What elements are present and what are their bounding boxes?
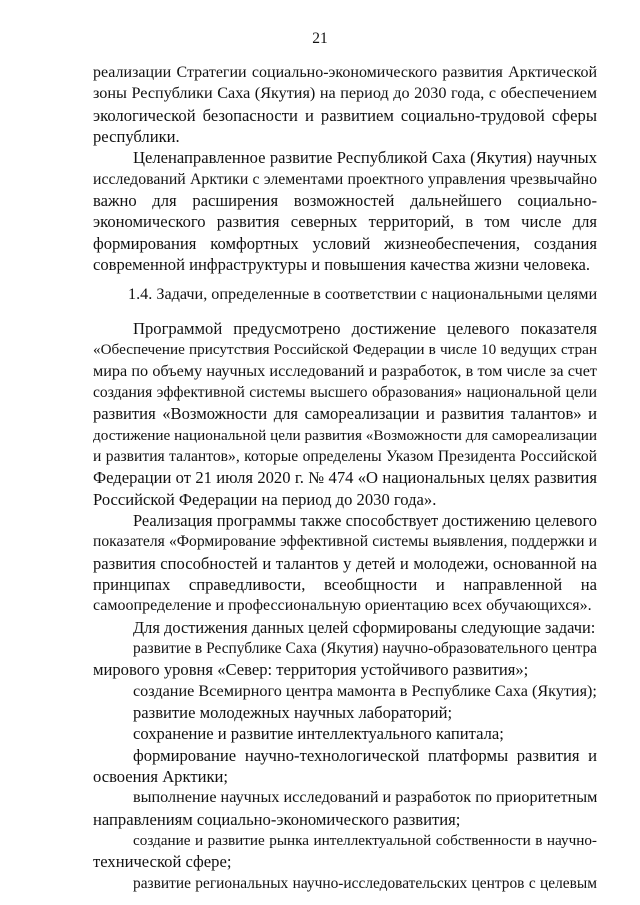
text-line: мирового уровня «Север: территория устойчивого развития»;	[93, 660, 529, 679]
section-heading: 1.4. Задачи, определенные в соответствии с национальными целями	[128, 285, 598, 303]
list-item: развитие региональных научно-исследовательских центров с целевым	[133, 875, 597, 892]
text-line: самоопределение и профессиональную ориентацию всех обучающихся».	[93, 597, 592, 614]
text-line: развития «Возможности для самореализации и развития талантов» и	[93, 404, 597, 423]
list-item: сохранение и развитие интеллектуального капитала;	[133, 724, 504, 743]
text-line: Для достижения данных целей сформированы следующие задачи:	[133, 618, 596, 637]
text-line: принципах справедливости, всеобщности и направленной на	[93, 575, 597, 594]
list-item: создание Всемирного центра мамонта в Республике Саха (Якутия);	[133, 682, 597, 700]
text-line: достижение национальной цели развития «Возможности для самореализации	[93, 427, 597, 444]
text-line: мира по объему научных исследований и разработок, в том числе за счет	[93, 362, 597, 380]
page-number: 21	[312, 30, 328, 47]
text-line: создания эффективной системы высшего образования» национальной цели	[93, 384, 597, 401]
text-line: исследований Арктики с элементами проектного управления чрезвычайно	[93, 171, 597, 188]
text-line: Федерации от 21 июля 2020 г. № 474 «О национальных целях развития	[93, 468, 597, 487]
text-line: освоения Арктики;	[93, 767, 229, 786]
text-line: направлениям социально-экономического развития;	[93, 810, 461, 829]
text-line: Реализация программы также способствует достижению целевого	[133, 511, 597, 530]
list-item: выполнение научных исследований и разработок по приоритетным	[133, 788, 598, 806]
text-line: технической сфере;	[93, 852, 232, 871]
text-line: экономического развития северных территорий, в том числе для	[93, 212, 597, 231]
text-line: «Обеспечение присутствия Российской Федерации в числе 10 ведущих стран	[93, 341, 597, 358]
text-line: республики.	[93, 127, 180, 146]
list-item: формирование научно-технологической платформы развития и	[133, 746, 597, 765]
list-item: развитие в Республике Саха (Якутия) научно-образовательного центра	[133, 640, 597, 657]
text-line: Целенаправленное развитие Республикой Саха (Якутия) научных	[133, 148, 597, 167]
list-item: развитие молодежных научных лабораторий;	[133, 703, 453, 722]
text-line: важно для расширения возможностей дальнейшего социально-	[93, 191, 597, 210]
text-line: Российской Федерации на период до 2030 года».	[93, 490, 437, 509]
text-line: современной инфраструктуры и повышения качества жизни человека.	[93, 255, 591, 274]
text-line: реализации Стратегии социально-экономического развития Арктической	[93, 64, 597, 81]
text-line: зоны Республики Саха (Якутия) на период до 2030 года, с обеспечением	[93, 84, 597, 102]
list-item: создание и развитие рынка интеллектуальной собственности в научно-	[133, 832, 597, 849]
text-line: формирования комфортных условий жизнеобеспечения, создания	[93, 234, 597, 253]
text-line: показателя «Формирование эффективной системы выявления, поддержки и	[93, 533, 597, 550]
text-line: и развития талантов», которые определены Указом Президента Российской	[93, 448, 597, 465]
text-line: экологической безопасности и развитием социально-трудовой сферы	[93, 106, 597, 125]
text-line: Программой предусмотрено достижение целевого показателя	[133, 319, 597, 338]
text-line: развития способностей и талантов у детей и молодежи, основанной на	[93, 554, 597, 573]
